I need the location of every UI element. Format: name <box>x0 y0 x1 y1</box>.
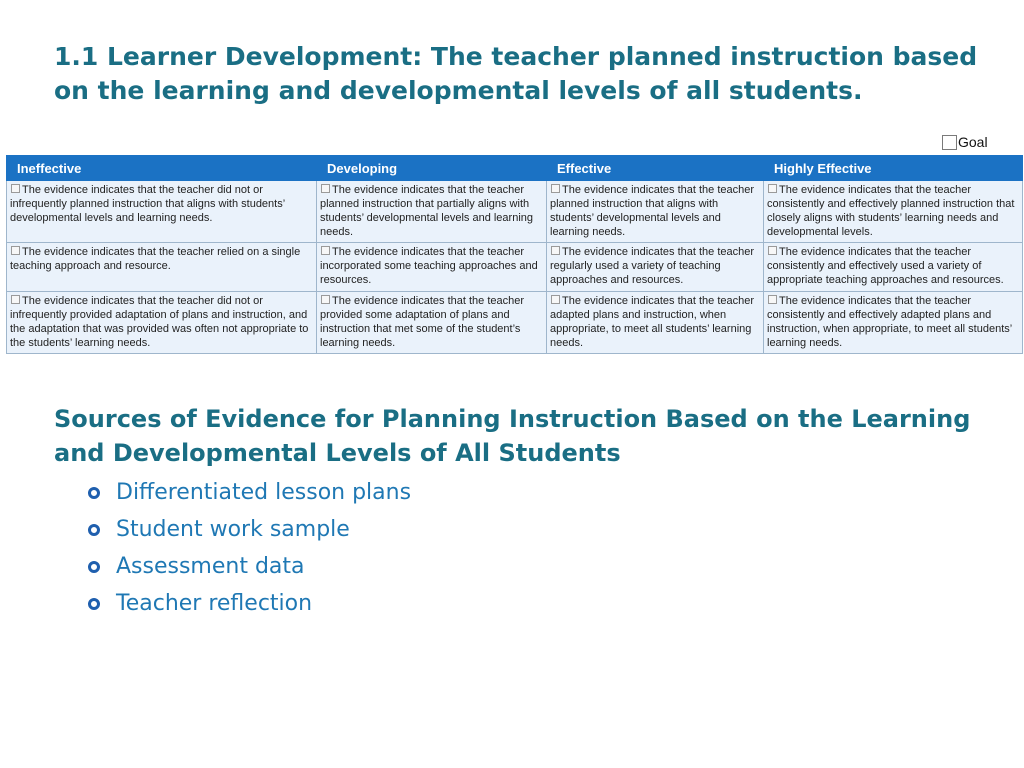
rating-checkbox[interactable] <box>551 295 560 304</box>
sources-heading: Sources of Evidence for Planning Instruction Based on the Learning and Developmental Levels of All Students <box>54 405 971 467</box>
cell-text: The evidence indicates that the teacher planned instruction that partially aligns with students’ developmental levels and learning needs. <box>320 184 534 238</box>
rubric-cell <box>7 243 317 292</box>
bullet-circle-icon <box>88 598 100 610</box>
table-row <box>7 292 1023 354</box>
header-highly-effective: Highly Effective <box>764 156 1023 181</box>
rating-checkbox[interactable] <box>551 246 560 255</box>
slide-title <box>54 40 994 108</box>
rubric-cell <box>7 181 317 243</box>
cell-text: The evidence indicates that the teacher consistently and effectively used a variety of appropriate teaching approaches and resources. <box>767 246 1004 286</box>
cell-text: The evidence indicates that the teacher did not or infrequently planned instruction that aligns with students’ developmental levels and learning needs. <box>10 184 285 224</box>
table-row <box>7 181 1023 243</box>
header-effective: Effective <box>547 156 764 181</box>
list-item-text: Student work sample <box>116 517 350 542</box>
header-ineffective: Ineffective <box>7 156 317 181</box>
list-item <box>88 548 411 585</box>
bullet-circle-icon <box>88 524 100 536</box>
bullet-circle-icon <box>88 561 100 573</box>
list-item <box>88 585 411 622</box>
rubric-cell <box>764 181 1023 243</box>
cell-text: The evidence indicates that the teacher did not or infrequently provided adaptation of plans and instruction, and the adaptation that was provided was often not appropriate to the students’ learning needs. <box>10 295 309 349</box>
rubric-cell <box>547 292 764 354</box>
cell-text: The evidence indicates that the teacher provided some adaptation of plans and instruction that met some of the student’s learning needs. <box>320 295 525 349</box>
list-item-text: Differentiated lesson plans <box>116 480 412 505</box>
rating-checkbox[interactable] <box>321 246 330 255</box>
rating-checkbox[interactable] <box>321 295 330 304</box>
rubric-cell <box>7 292 317 354</box>
cell-text: The evidence indicates that the teacher incorporated some teaching approaches and resources. <box>320 246 538 286</box>
cell-text: The evidence indicates that the teacher relied on a single teaching approach and resource. <box>10 246 301 272</box>
rating-checkbox[interactable] <box>768 184 777 193</box>
rubric-cell <box>317 292 547 354</box>
rubric-header-row <box>7 156 1023 181</box>
rubric-cell <box>317 181 547 243</box>
rating-checkbox[interactable] <box>11 246 20 255</box>
rating-checkbox[interactable] <box>768 246 777 255</box>
cell-text: The evidence indicates that the teacher consistently and effectively adapted plans and instruction, when appropriate, to meet all students’ learning needs. <box>767 295 1012 349</box>
rubric-cell <box>547 181 764 243</box>
list-item-text: Teacher reflection <box>116 591 313 616</box>
cell-text: The evidence indicates that the teacher adapted plans and instruction, when appropriate, to meet all students’ learning needs. <box>550 295 755 349</box>
cell-text: The evidence indicates that the teacher regularly used a variety of teaching approaches and resources. <box>550 246 755 286</box>
goal-checkbox[interactable] <box>942 135 957 150</box>
rating-checkbox[interactable] <box>11 295 20 304</box>
list-item-text: Assessment data <box>116 554 305 579</box>
rating-checkbox[interactable] <box>551 184 560 193</box>
bullet-circle-icon <box>88 487 100 499</box>
rating-checkbox[interactable] <box>768 295 777 304</box>
table-row <box>7 243 1023 292</box>
rubric-cell <box>317 243 547 292</box>
cell-text: The evidence indicates that the teacher consistently and effectively planned instruction that closely aligns with students’ learning needs and developmental levels. <box>767 184 1015 238</box>
cell-text: The evidence indicates that the teacher planned instruction that aligns with students’ developmental levels and learning needs. <box>550 184 755 238</box>
rating-checkbox[interactable] <box>321 184 330 193</box>
list-item <box>88 511 411 548</box>
title-description: The teacher planned instruction based on the learning and developmental levels of all students. <box>54 42 978 105</box>
rating-checkbox[interactable] <box>11 184 20 193</box>
list-item <box>88 474 411 511</box>
rubric-cell <box>764 243 1023 292</box>
rubric-table <box>6 155 1023 354</box>
sources-list <box>88 474 411 622</box>
goal-checkbox-group[interactable] <box>942 134 988 150</box>
rubric-cell <box>547 243 764 292</box>
rubric-cell <box>764 292 1023 354</box>
header-developing: Developing <box>317 156 547 181</box>
title-standard-label: 1.1 Learner Development: <box>54 42 423 71</box>
goal-label: Goal <box>958 134 988 150</box>
